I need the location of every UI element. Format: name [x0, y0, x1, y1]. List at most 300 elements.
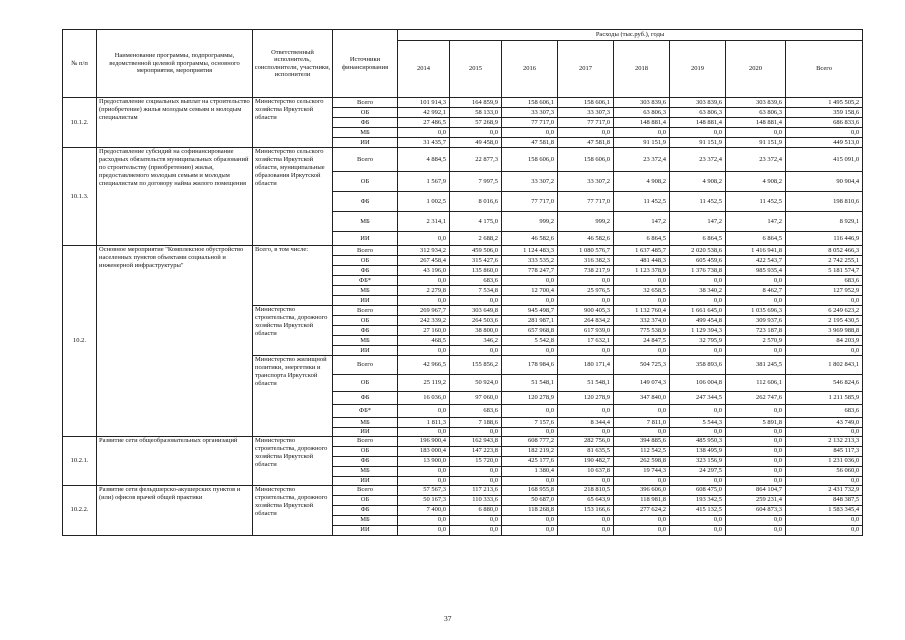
amount-cell: 309 937,6 [726, 316, 786, 326]
amount-cell: 153 166,6 [558, 505, 614, 515]
amount-cell: 247 344,5 [670, 392, 726, 405]
source-cell: Всего [333, 306, 398, 316]
source-cell: МБ [333, 418, 398, 428]
amount-cell: 0,0 [670, 296, 726, 306]
amount-cell: 848 387,5 [786, 495, 863, 505]
amount-cell: 0,0 [614, 128, 670, 138]
section-name: Предоставление социальных выплат на строительство (приобретение) жилья молодым семьям и молодым специалистам [97, 98, 253, 148]
amount-cell: 415 091,0 [786, 148, 863, 172]
amount-cell: 91 151,9 [614, 138, 670, 148]
amount-cell: 0,0 [502, 525, 558, 535]
amount-cell: 864 104,7 [726, 485, 786, 495]
amount-cell: 24 847,5 [614, 336, 670, 346]
table-row [63, 98, 863, 108]
amount-cell: 358 893,6 [670, 356, 726, 375]
section-number: 10.2.1. [63, 436, 97, 485]
amount-cell: 315 427,6 [450, 256, 502, 266]
amount-cell: 0,0 [786, 525, 863, 535]
amount-cell: 81 635,5 [558, 446, 614, 456]
amount-cell: 25 119,2 [398, 375, 450, 392]
section-name: Предоставление субсидий на софинансирование расходных обязательств муниципальных образований по строительству (приобретению) жилья, предоставляемого молодым семьям и молодым специалистам по договору найма жилого помещения [97, 148, 253, 246]
amount-cell: 77 717,0 [558, 118, 614, 128]
amount-cell: 0,0 [786, 128, 863, 138]
amount-cell: 845 117,3 [786, 446, 863, 456]
amount-cell: 0,0 [502, 128, 558, 138]
amount-cell: 0,0 [558, 296, 614, 306]
amount-cell: 0,0 [726, 346, 786, 356]
amount-cell: 0,0 [670, 346, 726, 356]
amount-cell: 1 567,9 [398, 172, 450, 192]
amount-cell: 46 582,6 [502, 232, 558, 246]
amount-cell: 155 856,2 [450, 356, 502, 375]
source-cell: ОБ [333, 495, 398, 505]
amount-cell: 5 544,3 [670, 418, 726, 428]
amount-cell: 264 834,2 [558, 316, 614, 326]
amount-cell: 77 717,0 [558, 192, 614, 212]
amount-cell: 1 132 760,4 [614, 306, 670, 316]
amount-cell: 683,6 [786, 276, 863, 286]
amount-cell: 0,0 [558, 515, 614, 525]
section-number: 10.2.2. [63, 485, 97, 535]
amount-cell: 91 151,9 [726, 138, 786, 148]
amount-cell: 32 795,9 [670, 336, 726, 346]
amount-cell: 0,0 [398, 515, 450, 525]
amount-cell: 686 833,6 [786, 118, 863, 128]
amount-cell: 723 187,8 [726, 326, 786, 336]
amount-cell: 0,0 [398, 466, 450, 476]
amount-cell: 33 307,2 [502, 172, 558, 192]
amount-cell: 51 548,1 [558, 375, 614, 392]
amount-cell: 148 881,4 [670, 118, 726, 128]
amount-cell: 4 908,2 [670, 172, 726, 192]
amount-cell: 7 400,0 [398, 505, 450, 515]
amount-cell: 1 583 345,4 [786, 505, 863, 515]
amount-cell: 57 268,9 [450, 118, 502, 128]
amount-cell: 2 132 213,3 [786, 436, 863, 446]
amount-cell: 0,0 [614, 476, 670, 485]
amount-cell: 281 987,1 [502, 316, 558, 326]
amount-cell: 999,2 [558, 212, 614, 232]
amount-cell: 2 431 732,9 [786, 485, 863, 495]
page-number: 37 [444, 614, 452, 623]
amount-cell: 8 016,6 [450, 192, 502, 212]
source-cell: МБ [333, 128, 398, 138]
amount-cell: 77 717,0 [502, 192, 558, 212]
header-year: 2015 [450, 41, 502, 98]
source-cell: ФБ [333, 505, 398, 515]
amount-cell: 269 967,7 [398, 306, 450, 316]
amount-cell: 1 495 505,2 [786, 98, 863, 108]
source-cell: ФБ [333, 266, 398, 276]
amount-cell: 38 800,0 [450, 326, 502, 336]
amount-cell: 0,0 [726, 446, 786, 456]
header-year: 2014 [398, 41, 450, 98]
amount-cell: 42 992,1 [398, 108, 450, 118]
amount-cell: 0,0 [614, 276, 670, 286]
amount-cell: 7 811,0 [614, 418, 670, 428]
amount-cell: 4 884,5 [398, 148, 450, 172]
amount-cell: 0,0 [670, 515, 726, 525]
amount-cell: 985 935,4 [726, 266, 786, 276]
amount-cell: 147 223,8 [450, 446, 502, 456]
section-number: 10.2. [63, 246, 97, 437]
amount-cell: 1 129 394,3 [670, 326, 726, 336]
amount-cell: 198 810,6 [786, 192, 863, 212]
amount-cell: 11 452,5 [726, 192, 786, 212]
table-row [63, 436, 863, 446]
amount-cell: 32 658,5 [614, 286, 670, 296]
source-cell: Всего [333, 436, 398, 446]
amount-cell: 168 955,8 [502, 485, 558, 495]
amount-cell: 0,0 [726, 428, 786, 437]
source-cell: Всего [333, 148, 398, 172]
amount-cell: 11 452,5 [614, 192, 670, 212]
amount-cell: 190 482,7 [558, 456, 614, 466]
amount-cell: 0,0 [502, 276, 558, 286]
responsible-cell: Министерство строительства, дорожного хозяйства Иркутской области [253, 306, 333, 356]
amount-cell: 8 929,1 [786, 212, 863, 232]
amount-cell: 43 196,0 [398, 266, 450, 276]
amount-cell: 1 661 645,0 [670, 306, 726, 316]
amount-cell: 50 687,0 [502, 495, 558, 505]
amount-cell: 485 950,3 [670, 436, 726, 446]
amount-cell: 23 372,4 [614, 148, 670, 172]
amount-cell: 1 416 941,8 [726, 246, 786, 256]
amount-cell: 23 372,4 [726, 148, 786, 172]
amount-cell: 50 167,3 [398, 495, 450, 505]
amount-cell: 1 802 843,1 [786, 356, 863, 375]
amount-cell: 303 839,6 [614, 98, 670, 108]
header-year: 2018 [614, 41, 670, 98]
amount-cell: 1 124 483,3 [502, 246, 558, 256]
amount-cell: 11 452,5 [670, 192, 726, 212]
amount-cell: 116 446,9 [786, 232, 863, 246]
amount-cell: 49 458,0 [450, 138, 502, 148]
amount-cell: 1 002,5 [398, 192, 450, 212]
amount-cell: 6 880,0 [450, 505, 502, 515]
amount-cell: 332 374,0 [614, 316, 670, 326]
amount-cell: 19 744,3 [614, 466, 670, 476]
amount-cell: 0,0 [670, 525, 726, 535]
amount-cell: 0,0 [502, 346, 558, 356]
amount-cell: 7 534,8 [450, 286, 502, 296]
amount-cell: 77 717,0 [502, 118, 558, 128]
amount-cell: 120 278,9 [502, 392, 558, 405]
amount-cell: 0,0 [450, 346, 502, 356]
header-num: № п/п [63, 30, 97, 98]
amount-cell: 2 279,8 [398, 286, 450, 296]
amount-cell: 0,0 [450, 476, 502, 485]
amount-cell: 8 052 466,3 [786, 246, 863, 256]
amount-cell: 0,0 [726, 525, 786, 535]
source-cell: ФБ [333, 118, 398, 128]
header-year: 2020 [726, 41, 786, 98]
amount-cell: 499 454,8 [670, 316, 726, 326]
amount-cell: 0,0 [558, 405, 614, 418]
amount-cell: 7 188,6 [450, 418, 502, 428]
amount-cell: 422 543,7 [726, 256, 786, 266]
amount-cell: 8 344,4 [558, 418, 614, 428]
source-cell: ФБ [333, 456, 398, 466]
header-year: 2016 [502, 41, 558, 98]
table-row [63, 485, 863, 495]
amount-cell: 425 177,6 [502, 456, 558, 466]
amount-cell: 0,0 [502, 405, 558, 418]
amount-cell: 58 133,0 [450, 108, 502, 118]
amount-cell: 84 203,9 [786, 336, 863, 346]
amount-cell: 546 824,6 [786, 375, 863, 392]
amount-cell: 0,0 [398, 276, 450, 286]
amount-cell: 0,0 [726, 276, 786, 286]
amount-cell: 683,6 [450, 405, 502, 418]
amount-cell: 1 380,4 [502, 466, 558, 476]
amount-cell: 182 219,2 [502, 446, 558, 456]
source-cell: Всего [333, 485, 398, 495]
amount-cell: 127 952,9 [786, 286, 863, 296]
amount-cell: 24 297,5 [670, 466, 726, 476]
budget-table [62, 29, 863, 536]
amount-cell: 346,2 [450, 336, 502, 346]
amount-cell: 8 462,7 [726, 286, 786, 296]
source-cell: МБ [333, 466, 398, 476]
amount-cell: 46 582,6 [558, 232, 614, 246]
amount-cell: 0,0 [398, 525, 450, 535]
amount-cell: 149 074,3 [614, 375, 670, 392]
amount-cell: 999,2 [502, 212, 558, 232]
amount-cell: 4 175,0 [450, 212, 502, 232]
amount-cell: 0,0 [450, 525, 502, 535]
amount-cell: 0,0 [726, 466, 786, 476]
header-name: Наименование программы, подпрограммы, ведомственной целевой программы, основного мероприятия, мероприятия [97, 30, 253, 98]
amount-cell: 468,5 [398, 336, 450, 346]
amount-cell: 316 382,3 [558, 256, 614, 266]
amount-cell: 1 811,3 [398, 418, 450, 428]
amount-cell: 15 720,0 [450, 456, 502, 466]
amount-cell: 0,0 [398, 346, 450, 356]
section-number: 10.1.3. [63, 148, 97, 246]
amount-cell: 117 213,6 [450, 485, 502, 495]
amount-cell: 118 981,8 [614, 495, 670, 505]
amount-cell: 0,0 [398, 128, 450, 138]
amount-cell: 303 839,6 [726, 98, 786, 108]
amount-cell: 158 606,0 [558, 148, 614, 172]
amount-cell: 33 307,3 [558, 108, 614, 118]
amount-cell: 158 606,0 [502, 148, 558, 172]
amount-cell: 0,0 [502, 476, 558, 485]
section-number: 10.1.2. [63, 98, 97, 148]
amount-cell: 2 742 255,1 [786, 256, 863, 266]
amount-cell: 63 806,3 [614, 108, 670, 118]
source-cell: ФБ* [333, 405, 398, 418]
amount-cell: 7 997,5 [450, 172, 502, 192]
amount-cell: 0,0 [670, 428, 726, 437]
header-expenses: Расходы (тыс.руб.), годы [398, 30, 863, 41]
amount-cell: 42 966,5 [398, 356, 450, 375]
amount-cell: 22 877,3 [450, 148, 502, 172]
amount-cell: 17 632,1 [558, 336, 614, 346]
amount-cell: 0,0 [502, 428, 558, 437]
amount-cell: 43 749,0 [786, 418, 863, 428]
amount-cell: 2 688,2 [450, 232, 502, 246]
amount-cell: 259 231,4 [726, 495, 786, 505]
amount-cell: 135 860,0 [450, 266, 502, 276]
amount-cell: 63 806,3 [670, 108, 726, 118]
amount-cell: 112 542,5 [614, 446, 670, 456]
amount-cell: 0,0 [786, 346, 863, 356]
amount-cell: 415 132,5 [670, 505, 726, 515]
amount-cell: 91 151,9 [670, 138, 726, 148]
amount-cell: 110 333,6 [450, 495, 502, 505]
amount-cell: 657 968,8 [502, 326, 558, 336]
amount-cell: 196 900,4 [398, 436, 450, 446]
section-name: Развитие сети общеобразовательных организаций [97, 436, 253, 485]
amount-cell: 394 885,6 [614, 436, 670, 446]
amount-cell: 0,0 [670, 405, 726, 418]
header-year: 2019 [670, 41, 726, 98]
amount-cell: 7 157,6 [502, 418, 558, 428]
header-year: 2017 [558, 41, 614, 98]
amount-cell: 0,0 [670, 128, 726, 138]
amount-cell: 5 181 574,7 [786, 266, 863, 276]
table-row [63, 148, 863, 172]
amount-cell: 5 542,8 [502, 336, 558, 346]
amount-cell: 118 268,8 [502, 505, 558, 515]
source-cell: ИИ [333, 525, 398, 535]
amount-cell: 218 810,5 [558, 485, 614, 495]
amount-cell: 47 581,8 [502, 138, 558, 148]
amount-cell: 0,0 [558, 128, 614, 138]
amount-cell: 147,2 [726, 212, 786, 232]
amount-cell: 6 864,5 [726, 232, 786, 246]
source-cell: Всего [333, 98, 398, 108]
amount-cell: 264 503,6 [450, 316, 502, 326]
amount-cell: 0,0 [450, 128, 502, 138]
amount-cell: 1 211 585,9 [786, 392, 863, 405]
amount-cell: 16 036,0 [398, 392, 450, 405]
amount-cell: 0,0 [558, 346, 614, 356]
source-cell: ОБ [333, 256, 398, 266]
source-cell: ОБ [333, 316, 398, 326]
amount-cell: 25 976,5 [558, 286, 614, 296]
amount-cell: 359 158,6 [786, 108, 863, 118]
amount-cell: 0,0 [450, 515, 502, 525]
header-responsible: Ответственный исполнитель, соисполнители, участники, исполнители [253, 30, 333, 98]
amount-cell: 2 195 430,5 [786, 316, 863, 326]
amount-cell: 449 513,0 [786, 138, 863, 148]
amount-cell: 27 160,0 [398, 326, 450, 336]
amount-cell: 459 506,0 [450, 246, 502, 256]
amount-cell: 504 725,3 [614, 356, 670, 375]
amount-cell: 90 904,4 [786, 172, 863, 192]
source-cell: ИИ [333, 138, 398, 148]
amount-cell: 6 864,5 [670, 232, 726, 246]
amount-cell: 23 372,4 [670, 148, 726, 172]
amount-cell: 0,0 [726, 128, 786, 138]
amount-cell: 0,0 [450, 428, 502, 437]
amount-cell: 381 245,5 [726, 356, 786, 375]
amount-cell: 945 498,7 [502, 306, 558, 316]
header-year: Всего [786, 41, 863, 98]
amount-cell: 683,6 [786, 405, 863, 418]
amount-cell: 900 405,3 [558, 306, 614, 316]
amount-cell: 5 891,8 [726, 418, 786, 428]
amount-cell: 101 914,3 [398, 98, 450, 108]
amount-cell: 0,0 [398, 428, 450, 437]
responsible-cell: Министерство сельского хозяйства Иркутской области [253, 98, 333, 148]
amount-cell: 0,0 [558, 428, 614, 437]
source-cell: ИИ [333, 346, 398, 356]
amount-cell: 0,0 [558, 476, 614, 485]
amount-cell: 0,0 [614, 515, 670, 525]
source-cell: ОБ [333, 375, 398, 392]
amount-cell: 120 278,9 [558, 392, 614, 405]
source-cell: Всего [333, 246, 398, 256]
amount-cell: 38 340,2 [670, 286, 726, 296]
amount-cell: 51 548,1 [502, 375, 558, 392]
amount-cell: 162 943,8 [450, 436, 502, 446]
amount-cell: 4 908,2 [726, 172, 786, 192]
source-cell: ИИ [333, 232, 398, 246]
amount-cell: 0,0 [726, 296, 786, 306]
amount-cell: 164 859,9 [450, 98, 502, 108]
amount-cell: 56 060,0 [786, 466, 863, 476]
amount-cell: 147,2 [614, 212, 670, 232]
source-cell: Всего [333, 356, 398, 375]
amount-cell: 282 756,0 [558, 436, 614, 446]
amount-cell: 0,0 [398, 232, 450, 246]
amount-cell: 605 459,6 [670, 256, 726, 266]
source-cell: ИИ [333, 296, 398, 306]
amount-cell: 303 649,8 [450, 306, 502, 316]
amount-cell: 481 448,3 [614, 256, 670, 266]
amount-cell: 158 606,1 [558, 98, 614, 108]
amount-cell: 148 881,4 [614, 118, 670, 128]
amount-cell: 0,0 [450, 296, 502, 306]
amount-cell: 50 924,0 [450, 375, 502, 392]
amount-cell: 323 156,9 [670, 456, 726, 466]
section-name: Основное мероприятие "Комплексное обустройство населенных пунктов объектами социальной и инженерной инфраструктуры" [97, 246, 253, 437]
amount-cell: 396 606,0 [614, 485, 670, 495]
amount-cell: 347 840,0 [614, 392, 670, 405]
amount-cell: 738 217,9 [558, 266, 614, 276]
amount-cell: 262 598,8 [614, 456, 670, 466]
amount-cell: 1 080 576,7 [558, 246, 614, 256]
amount-cell: 13 900,0 [398, 456, 450, 466]
amount-cell: 0,0 [726, 405, 786, 418]
source-cell: ФБ [333, 392, 398, 405]
amount-cell: 47 581,8 [558, 138, 614, 148]
amount-cell: 2 020 538,6 [670, 246, 726, 256]
source-cell: МБ [333, 286, 398, 296]
amount-cell: 1 035 696,3 [726, 306, 786, 316]
source-cell: МБ [333, 212, 398, 232]
responsible-cell: Министерство строительства, дорожного хозяйства Иркутской области [253, 436, 333, 485]
amount-cell: 65 643,9 [558, 495, 614, 505]
amount-cell: 193 342,5 [670, 495, 726, 505]
amount-cell: 303 839,6 [670, 98, 726, 108]
amount-cell: 608 475,0 [670, 485, 726, 495]
amount-cell: 148 881,4 [726, 118, 786, 128]
amount-cell: 333 535,2 [502, 256, 558, 266]
amount-cell: 3 969 988,8 [786, 326, 863, 336]
responsible-cell: Всего, в том числе: [253, 246, 333, 306]
amount-cell: 63 806,3 [726, 108, 786, 118]
amount-cell: 4 908,2 [614, 172, 670, 192]
amount-cell: 138 495,9 [670, 446, 726, 456]
amount-cell: 2 570,9 [726, 336, 786, 346]
amount-cell: 0,0 [726, 456, 786, 466]
source-cell: ФБ [333, 192, 398, 212]
